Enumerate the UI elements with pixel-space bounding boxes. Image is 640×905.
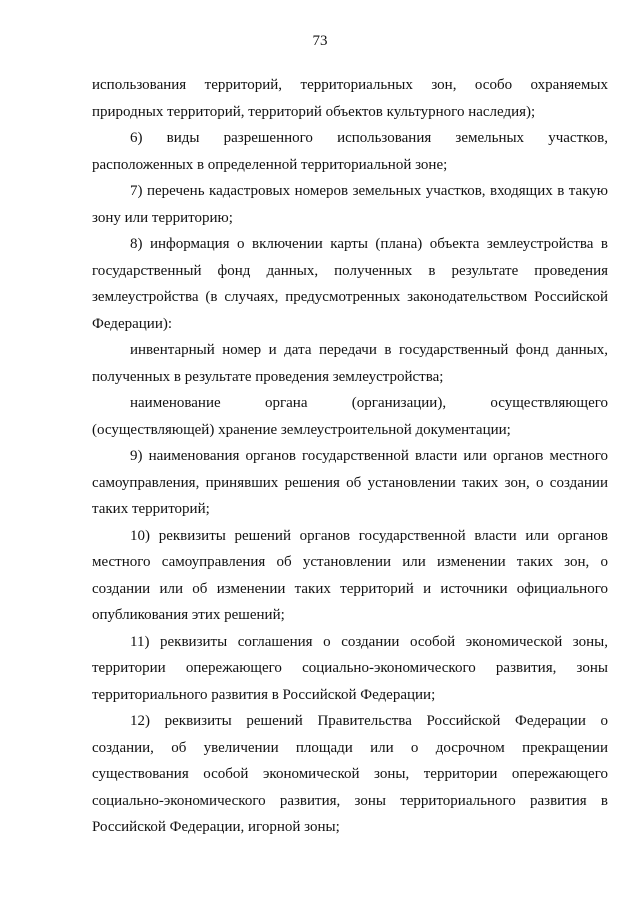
paragraph-continued: использования территорий, территориальных зон, особо охраняемых природных территорий, территорий объектов культурного наследия);: [92, 77, 608, 120]
paragraph-item-6: 6) виды разрешенного использования земельных участков, расположенных в определенной территориальной зоне;: [92, 130, 608, 173]
paragraph-item-10: 10) реквизиты решений органов государственной власти или органов местного самоуправления об установлении или изменении таких зон, о создании или об изменении таких территорий и источники официального опубликования этих решений;: [92, 527, 608, 623]
page-number: 73: [312, 33, 328, 49]
paragraph-item-8: 8) информация о включении карты (плана) объекта землеустройства в государственный фонд данных, полученных в результате проведения землеустройства (в случаях, предусмотренных законодательством Российской Федерации):: [92, 236, 608, 332]
paragraph-item-12: 12) реквизиты решений Правительства Российской Федерации о создании, об увеличении площади или о досрочном прекращении существования особой экономической зоны, территории опережающего социально-экономического развития, зоны территориального развития в Российской Федерации, игорной зоны;: [92, 713, 608, 835]
paragraph-item-7: 7) перечень кадастровых номеров земельных участков, входящих в такую зону или территорию;: [92, 183, 608, 226]
document-body: [92, 72, 608, 841]
paragraph-item-11: 11) реквизиты соглашения о создании особой экономической зоны, территории опережающего социально-экономического развития, зоны территориального развития в Российской Федерации;: [92, 633, 608, 703]
paragraph-item-9: 9) наименования органов государственной власти или органов местного самоуправления, принявших решения об установлении таких зон, о создании таких территорий;: [92, 448, 608, 517]
paragraph-inventory-number: инвентарный номер и дата передачи в государственный фонд данных, полученных в результате проведения землеустройства;: [92, 342, 608, 385]
paragraph-organization-name: наименование органа (организации), осуществляющего (осуществляющей) хранение землеустроительной документации;: [92, 395, 608, 438]
